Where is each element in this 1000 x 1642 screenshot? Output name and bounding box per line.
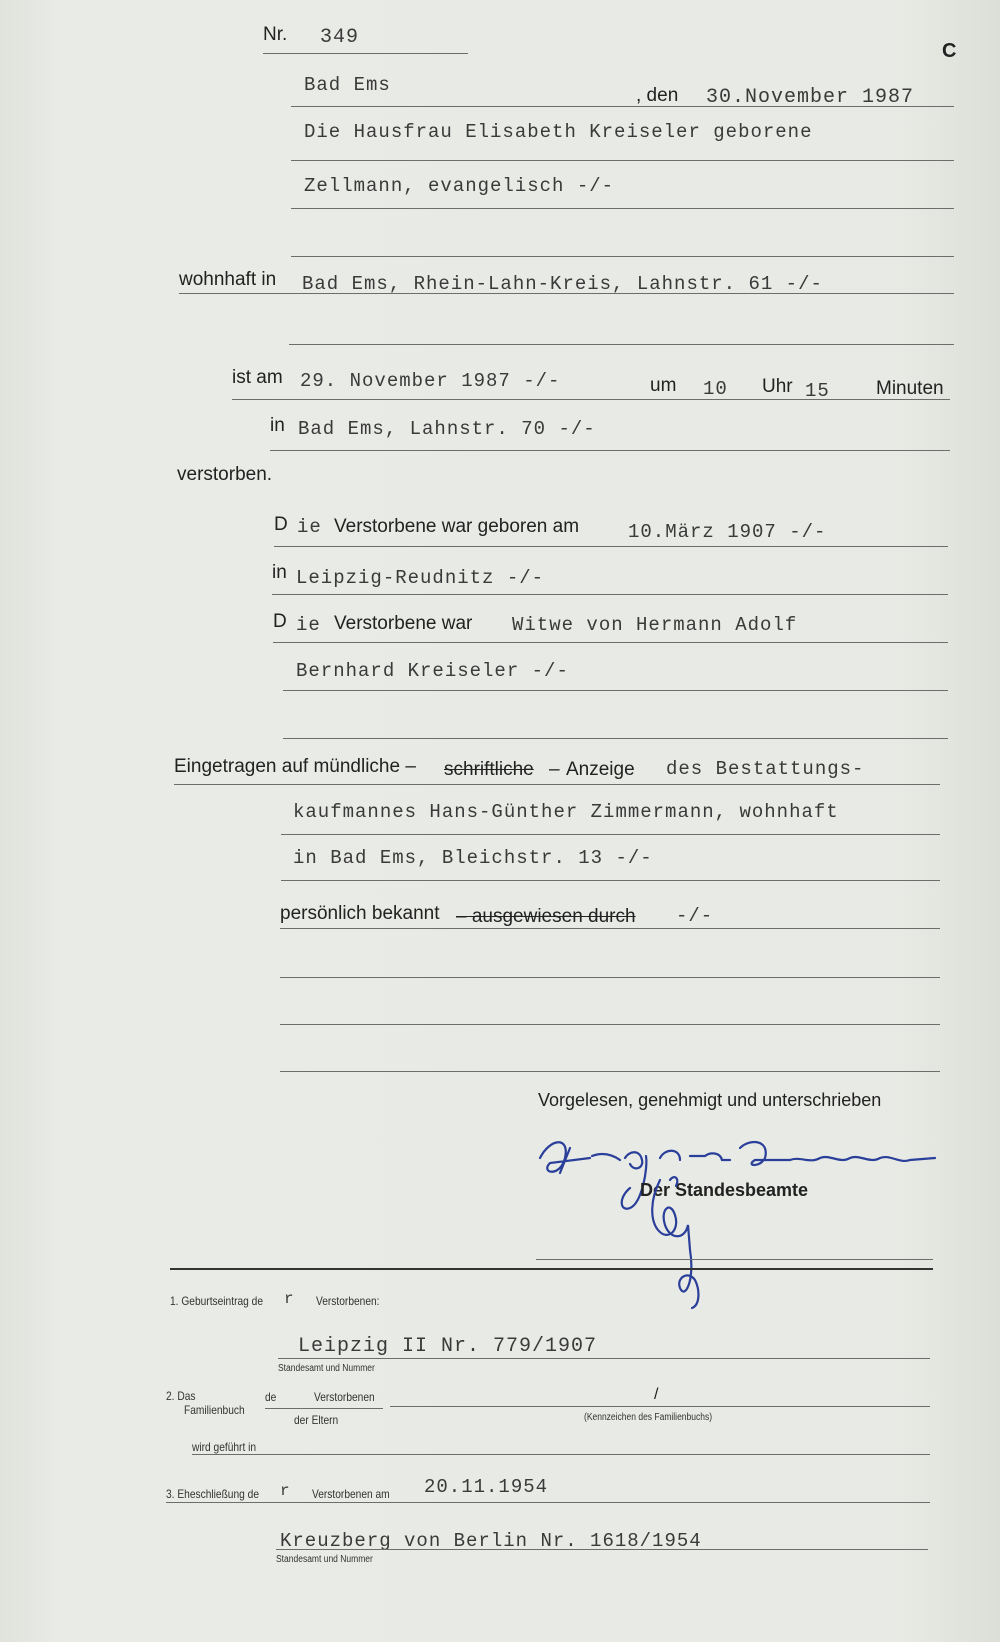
- f3-place-rule: [276, 1549, 928, 1550]
- f3-r: r: [280, 1482, 291, 1500]
- f1-r: r: [284, 1290, 295, 1308]
- section-divider: [170, 1268, 933, 1270]
- f2-gefuehrt-rule: [192, 1454, 930, 1455]
- blank-rule-2: [280, 1024, 940, 1025]
- death-hour: 10: [703, 378, 728, 400]
- bekannt-rule: [280, 928, 940, 929]
- f2-caption: (Kennzeichen des Familienbuchs): [584, 1412, 713, 1423]
- uhr-label: Uhr: [762, 376, 793, 397]
- f3-place: Kreuzberg von Berlin Nr. 1618/1954: [280, 1530, 702, 1552]
- minuten-label: Minuten: [876, 378, 944, 399]
- anzeige-label: Anzeige: [566, 759, 635, 780]
- death-place-rule: [270, 450, 950, 451]
- person-line-2: Zellmann, evangelisch -/-: [304, 175, 615, 197]
- f3-caption: Standesamt und Nummer: [276, 1554, 373, 1565]
- official-rule: [536, 1259, 933, 1260]
- registration-rule-1: [174, 784, 940, 785]
- status-rule-2: [283, 690, 948, 691]
- person-line-1-rule: [291, 160, 954, 161]
- den-label: , den: [636, 85, 679, 106]
- document-date: 30.November 1987: [706, 86, 915, 109]
- f2-gefuehrt: wird geführt in: [192, 1440, 257, 1454]
- status-ie: ie: [296, 614, 321, 636]
- death-date: 29. November 1987 -/-: [300, 370, 561, 392]
- death-place: Bad Ems, Lahnstr. 70 -/-: [298, 418, 596, 440]
- f2-slash: /: [654, 1386, 659, 1403]
- registration-rule-2: [281, 834, 940, 835]
- bekannt-struck: – ausgewiesen durch: [456, 906, 636, 927]
- signer-signature-icon: [530, 1128, 950, 1218]
- f2-eltern: der Eltern: [294, 1413, 339, 1427]
- birth-ie: ie: [297, 516, 322, 538]
- f3-value: 20.11.1954: [424, 1476, 549, 1498]
- f1-caption: Standesamt und Nummer: [278, 1363, 375, 1374]
- registration-value-2: kaufmannes Hans-Günther Zimmermann, wohnhaft: [293, 801, 839, 823]
- birth-place-rule: [272, 594, 948, 595]
- death-rule: [232, 399, 950, 400]
- corner-letter: C: [942, 40, 957, 62]
- residence-value: Bad Ems, Rhein-Lahn-Kreis, Lahnstr. 61 -/-: [302, 273, 823, 295]
- blank-rule-3: [280, 1071, 940, 1072]
- person-line-1: Die Hausfrau Elisabeth Kreiseler geborene: [304, 121, 813, 143]
- standesbeamte-label: Der Standesbeamte: [640, 1180, 809, 1200]
- registration-label: Eingetragen auf mündliche –: [174, 756, 416, 777]
- bekannt-label: persönlich bekannt: [280, 903, 440, 924]
- f2-num: 2. Das: [166, 1389, 196, 1403]
- nr-label: Nr.: [263, 24, 288, 45]
- registration-rule-3: [281, 880, 940, 881]
- death-minute: 15: [805, 380, 830, 402]
- person-line-2-rule: [291, 208, 954, 209]
- residence-label: wohnhaft in: [179, 269, 277, 290]
- official-signature-icon: [640, 1170, 720, 1310]
- f2-rule: [390, 1406, 930, 1407]
- birth-in-label: in: [272, 562, 287, 583]
- status-rule-3: [283, 738, 948, 739]
- f1-value: Leipzig II Nr. 779/1907: [298, 1335, 598, 1358]
- f2-verstorbenen: Verstorbenen: [314, 1390, 375, 1404]
- death-in-label: in: [270, 415, 285, 436]
- f3-rule: [166, 1502, 930, 1503]
- residence-rule: [179, 293, 954, 294]
- f3-suffix: Verstorbenen am: [312, 1487, 390, 1501]
- nr-line: [263, 53, 468, 54]
- status-rule-1: [273, 642, 948, 643]
- f2-split-rule: [265, 1408, 383, 1409]
- f3-label: 3. Eheschließung de: [166, 1487, 259, 1501]
- birth-date: 10.März 1907 -/-: [628, 521, 827, 543]
- f1-label: 1. Geburtseintrag de: [170, 1294, 263, 1308]
- f1-rule: [278, 1358, 930, 1359]
- nr-value: 349: [320, 26, 360, 49]
- registration-value-1: des Bestattungs-: [666, 758, 865, 780]
- f1-suffix: Verstorbenen:: [316, 1294, 380, 1308]
- birth-place: Leipzig-Reudnitz -/-: [296, 567, 545, 589]
- birth-d: D: [274, 514, 288, 535]
- person-line-3-rule: [291, 256, 954, 257]
- status-d: D: [273, 611, 287, 632]
- f2-familienbuch: Familienbuch: [184, 1403, 245, 1417]
- status-value-1: Witwe von Hermann Adolf: [512, 614, 798, 636]
- registration-dash: –: [549, 759, 560, 780]
- um-label: um: [650, 375, 677, 396]
- ist-am-label: ist am: [232, 367, 283, 388]
- registration-value-3: in Bad Ems, Bleichstr. 13 -/-: [293, 847, 653, 869]
- date-line: [291, 106, 954, 107]
- f2-de: de: [265, 1390, 277, 1404]
- bekannt-value: -/-: [676, 905, 714, 927]
- birth-rule: [274, 546, 948, 547]
- birth-label: Verstorbene war geboren am: [334, 516, 580, 537]
- signature-statement: Vorgelesen, genehmigt und unterschrieben: [538, 1090, 882, 1110]
- verstorben-label: verstorben.: [177, 464, 273, 485]
- status-value-2: Bernhard Kreiseler -/-: [296, 660, 569, 682]
- registration-struck: schriftliche: [444, 759, 534, 780]
- blank-rule-1: [280, 977, 940, 978]
- status-label: Verstorbene war: [334, 613, 473, 634]
- residence-rule-2: [289, 344, 954, 345]
- place: Bad Ems: [304, 74, 391, 96]
